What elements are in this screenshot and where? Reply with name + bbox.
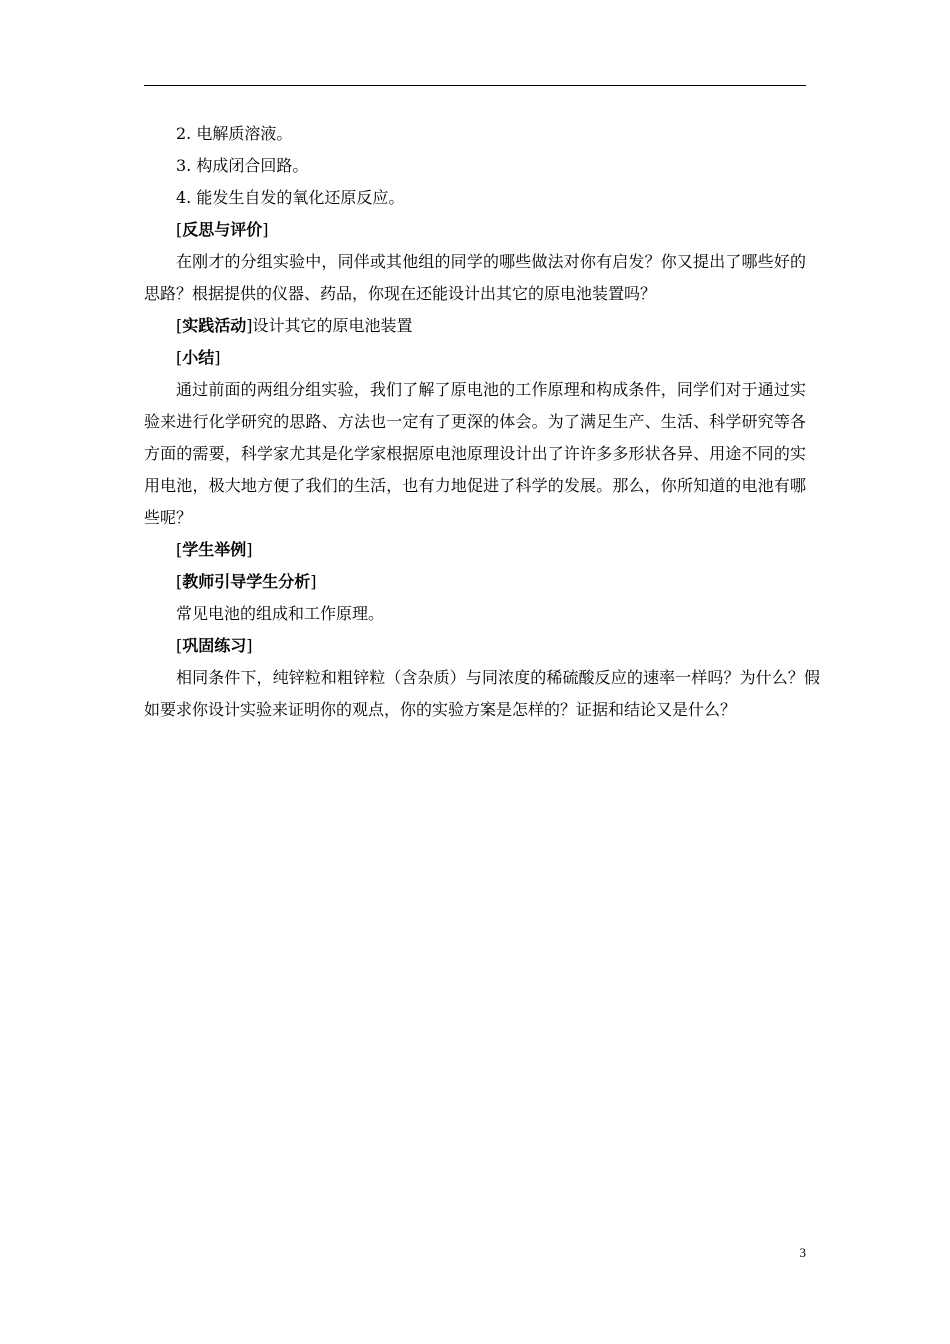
heading-text: 小结 [182,348,215,367]
heading-text: 实践活动 [182,316,247,335]
heading-text: 巩固练习 [182,636,247,655]
heading-text: 学生举例 [182,540,247,559]
section-heading-summary: [小结] [176,348,221,367]
section-heading-consolidation: [巩固练习] [176,636,253,655]
reflection-paragraph: 在刚才的分组实验中，同伴或其他组的同学的哪些做法对你有启发？你又提出了哪些好的思路？根据提供的仪器、药品，你现在还能设计出其它的原电池装置吗？ [144,252,806,303]
document-body [144,118,820,726]
summary-paragraph: 通过前面的两组分组实验，我们了解了原电池的工作原理和构成条件，同学们对于通过实验来进行化学研究的思路、方法也一定有了更深的体会。为了满足生产、生活、科学研究等各方面的需要，科学家尤其是化学家根据原电池原理设计出了许许多多形状各异、用途不同的实用电池，极大地方便了我们的生活，也有力地促进了科学的发展。那么，你所知道的电池有哪些呢？ [144,380,806,527]
list-item: 3. 构成闭合回路。 [176,156,309,175]
practice-text: 设计其它的原电池装置 [252,316,413,335]
page-number: 3 [799,1245,806,1260]
header-rule [144,85,806,86]
teacher-guidance-text: 常见电池的组成和工作原理。 [176,604,385,623]
section-heading-student-examples: [学生举例] [176,540,253,559]
list-item: 4. 能发生自发的氧化还原反应。 [176,188,405,207]
section-heading-teacher-guidance: [教师引导学生分析] [176,572,317,591]
consolidation-paragraph: 相同条件下，纯锌粒和粗锌粒（含杂质）与同浓度的稀硫酸反应的速率一样吗？为什么？假如要求你设计实验来证明你的观点，你的实验方案是怎样的？证据和结论又是什么？ [144,668,820,719]
section-heading-practice: [实践活动]设计其它的原电池装置 [176,316,413,335]
heading-text: 教师引导学生分析 [182,572,311,591]
heading-text: 反思与评价 [182,220,263,239]
list-item: 2. 电解质溶液。 [176,124,293,143]
section-heading-reflection: [反思与评价] [176,220,269,239]
